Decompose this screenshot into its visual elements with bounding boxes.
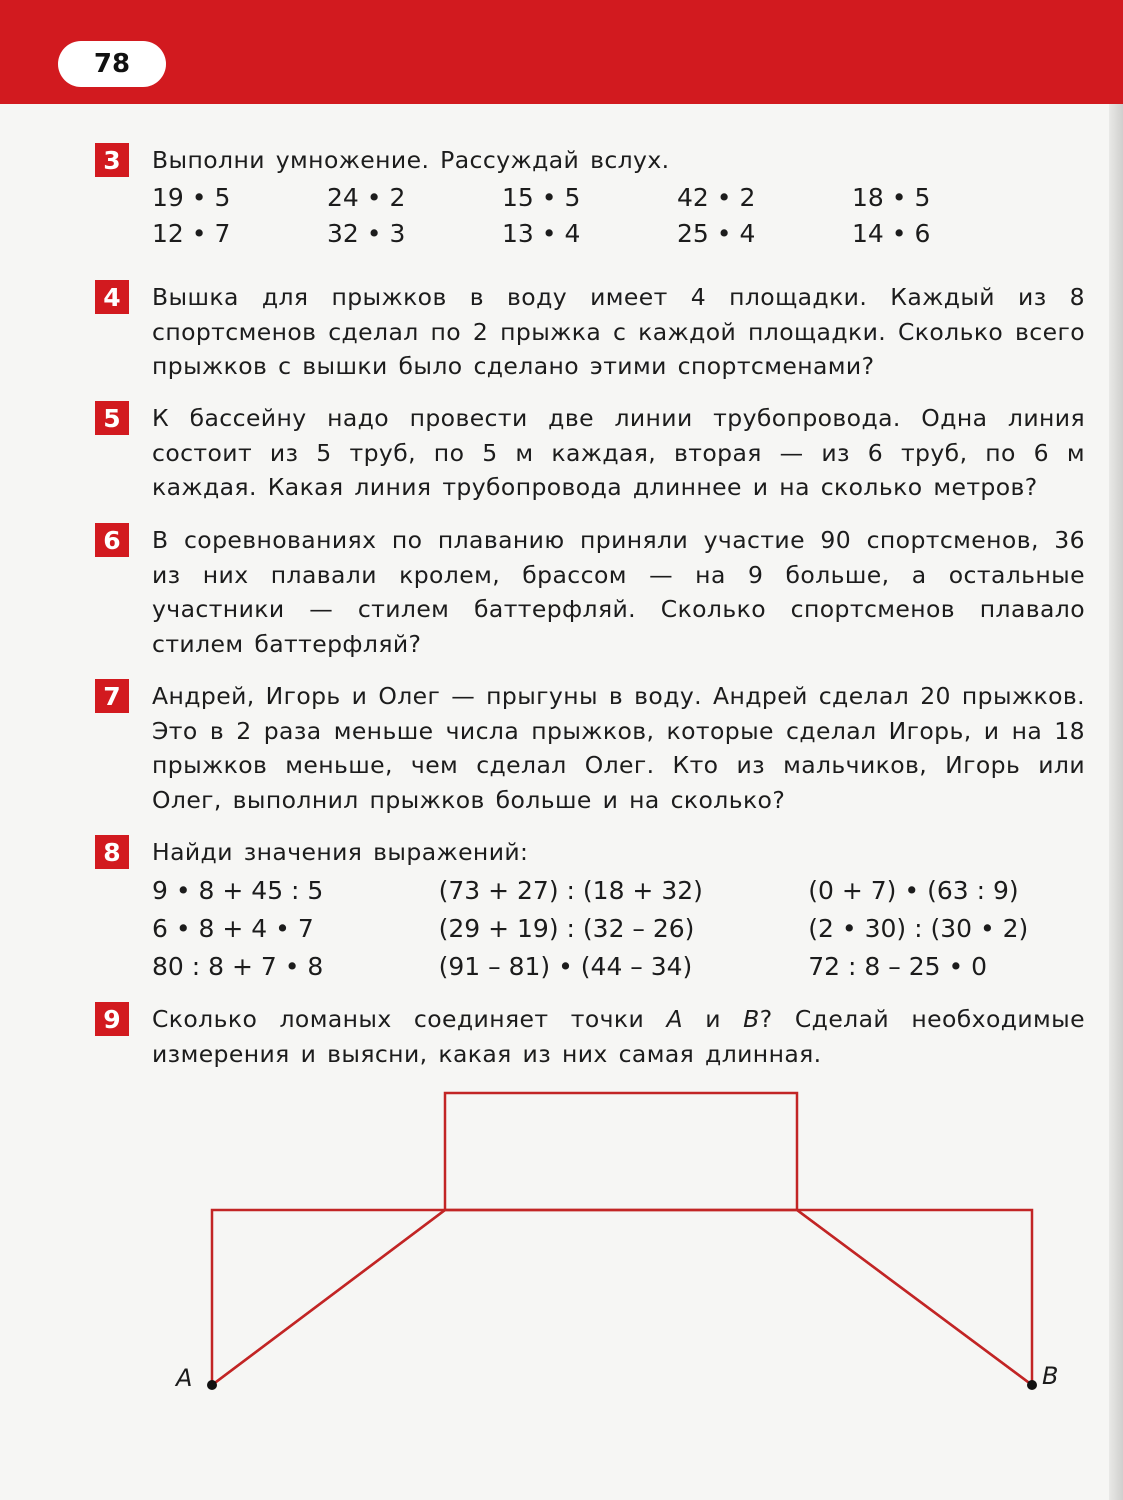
- point-a-ref: A: [666, 1005, 683, 1033]
- point-b-ref: B: [743, 1005, 760, 1033]
- task-text: Андрей, Игорь и Олег — прыгуны в воду. Андрей сделал 20 прыжков. Это в 2 раза меньше числа прыжков, которые сделал Игорь, и на 18 прыжков меньше, чем сделал Олег. Кто из мальчиков, Игорь или Олег, выполнил прыжков больше и на сколько?: [152, 682, 1085, 814]
- polyline-tall-step: [212, 1093, 1032, 1385]
- point-a-label: A: [176, 1364, 193, 1392]
- task-text-part: ? Сделай необходимые измерения и выясни, какая из них самая длинная.: [152, 1005, 1085, 1068]
- task-text: Вышка для прыжков в воду имеет 4 площадки. Каждый из 8 спортсменов сделал по 2 прыжка с каждой площадки. Сколько всего прыжков с вышки было сделано этими спортсменами?: [152, 283, 1085, 380]
- point-b-label: B: [1042, 1362, 1059, 1390]
- task-number: 9: [95, 1002, 129, 1036]
- task-text-part: и: [682, 1005, 744, 1033]
- polyline-trapezoid: [212, 1210, 1032, 1385]
- point-a-dot: [207, 1380, 217, 1390]
- expression: 6 • 8 + 4 • 7: [152, 913, 314, 943]
- task-number: 5: [95, 401, 129, 435]
- expression: 42 • 2: [677, 182, 756, 212]
- expression: 15 • 5: [502, 182, 581, 212]
- expression: 12 • 7: [152, 218, 231, 248]
- task-text: В соревнованиях по плаванию приняли участие 90 спортсменов, 36 из них плавали кролем, брассом — на 9 больше, а остальные участники — стилем баттерфляй. Сколько спортсменов плавало стилем баттерфляй?: [152, 526, 1085, 658]
- task-number: 6: [95, 523, 129, 557]
- task-number: 4: [95, 280, 129, 314]
- expression: 18 • 5: [852, 182, 931, 212]
- task-text-part: Сколько ломаных соединяет точки: [152, 1005, 667, 1033]
- expression: 9 • 8 + 45 : 5: [152, 875, 324, 905]
- task-number: 8: [95, 835, 129, 869]
- expression: (91 – 81) • (44 – 34): [438, 951, 693, 981]
- expression: (0 + 7) • (63 : 9): [808, 875, 1019, 905]
- task-text: Выполни умножение. Рассуждай вслух.: [152, 146, 670, 174]
- expression: 25 • 4: [677, 218, 756, 248]
- task-number: 3: [95, 143, 129, 177]
- expression: 19 • 5: [152, 182, 231, 212]
- expression: 72 : 8 – 25 • 0: [808, 951, 988, 981]
- expression: 32 • 3: [327, 218, 406, 248]
- expression: 13 • 4: [502, 218, 581, 248]
- expression: 80 : 8 + 7 • 8: [152, 951, 324, 981]
- polyline-rectangular: [212, 1210, 1032, 1385]
- expression: (73 + 27) : (18 + 32): [438, 875, 703, 905]
- task-text: Найди значения выражений:: [152, 838, 529, 866]
- page-number: 78: [93, 49, 131, 79]
- expression: 14 • 6: [852, 218, 931, 248]
- expression: (2 • 30) : (30 • 2): [808, 913, 1029, 943]
- task-text: К бассейну надо провести две линии трубопровода. Одна линия состоит из 5 труб, по 5 м каждая, вторая — из 6 труб, по 6 м каждая. Какая линия трубопровода длиннее и на сколько метров?: [152, 404, 1085, 501]
- expression: 24 • 2: [327, 182, 406, 212]
- point-b-dot: [1027, 1380, 1037, 1390]
- expression: (29 + 19) : (32 – 26): [438, 913, 695, 943]
- task-number: 7: [95, 679, 129, 713]
